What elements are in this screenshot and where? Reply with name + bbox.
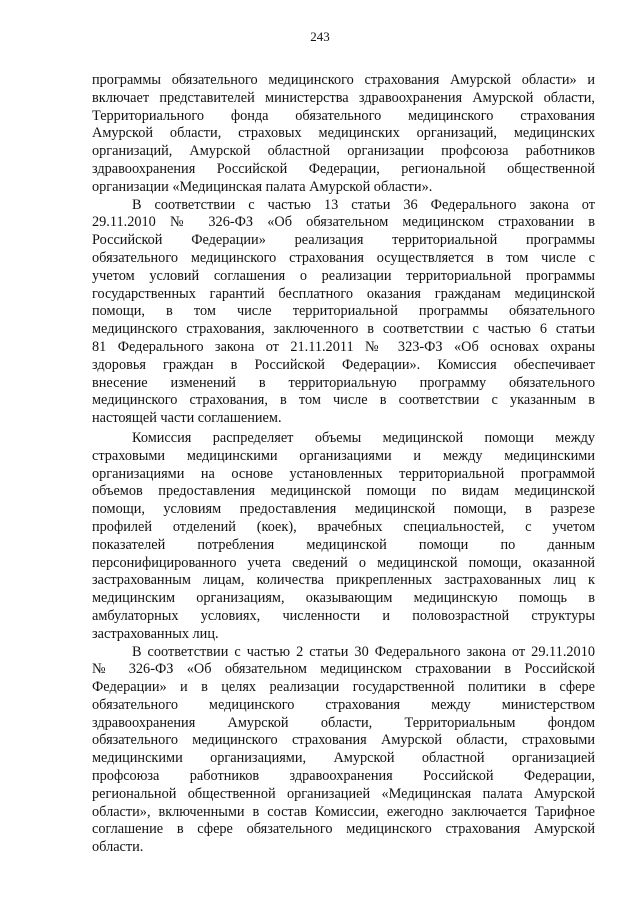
text-line: здоровья граждан в Российской Федерации». Комиссия обеспечивает bbox=[92, 356, 595, 373]
text-line: области», включенными в состав Комиссии, ежегодно заключается Тарифное bbox=[92, 803, 595, 820]
text-line: № 326-ФЗ «Об обязательном медицинском страховании в Российской bbox=[92, 661, 595, 678]
text-line: обязательного медицинского страхования Амурской области, страховыми bbox=[92, 732, 595, 749]
text-line: учетом условий соглашения о реализации территориальной программы bbox=[92, 267, 595, 284]
text-line: Амурской области, страховых медицинских организаций, медицинских bbox=[92, 125, 595, 142]
text-line: Территориального фонда обязательного медицинского страхования bbox=[92, 107, 595, 124]
text-line: области. bbox=[92, 839, 144, 856]
text-line: помощи, в том числе территориальной программы обязательного bbox=[92, 303, 595, 320]
text-line: 29.11.2010 № 326-ФЗ «Об обязательном медицинском страховании в bbox=[92, 214, 595, 231]
text-line: персонифицированного учета сведений о медицинской помощи, оказанной bbox=[92, 554, 595, 571]
paragraph bbox=[92, 644, 595, 858]
page-number: 243 bbox=[310, 29, 330, 44]
paragraph bbox=[92, 430, 595, 644]
text-line: региональной общественной организацией «Медицинская палата Амурской bbox=[92, 785, 595, 802]
text-line: здравоохранения Амурской области, Территориальным фондом bbox=[92, 714, 595, 731]
text-line: включает представителей министерства здравоохранения Амурской области, bbox=[92, 89, 595, 106]
text-line: организации «Медицинская палата Амурской области». bbox=[92, 178, 433, 195]
text-line: застрахованным лицам, количества прикрепленных застрахованных лиц к bbox=[92, 572, 595, 589]
text-line: 81 Федерального закона от 21.11.2011 № 323-ФЗ «Об основах охраны bbox=[92, 338, 595, 355]
text-line: организаций, Амурской областной организации профсоюза работников bbox=[92, 143, 595, 160]
text-line: Российской Федерации» реализация территориальной программы bbox=[92, 232, 595, 249]
text-line: профилей отделений (коек), врачебных специальностей, с учетом bbox=[92, 518, 595, 535]
text-line: обязательного медицинского страхования между министерством bbox=[92, 696, 595, 713]
text-line: медицинского страхования, в том числе в соответствии с указанным в bbox=[92, 392, 595, 409]
text-line: профсоюза работников здравоохранения Российской Федерации, bbox=[92, 768, 595, 785]
text-line: застрахованных лиц. bbox=[92, 625, 219, 642]
text-line: настоящей части соглашением. bbox=[92, 410, 282, 427]
text-line: здравоохранения Российской Федерации, региональной общественной bbox=[92, 160, 595, 177]
text-line: медицинским организациям, оказывающим медицинскую помощь в bbox=[92, 590, 595, 607]
text-line: медицинского страхования, заключенного в соответствии с частью 6 статьи bbox=[92, 321, 595, 338]
text-line: внесение изменений в территориальную программу обязательного bbox=[92, 374, 595, 391]
text-line: соглашение в сфере обязательного медицинского страхования Амурской bbox=[92, 821, 595, 838]
document-body bbox=[92, 72, 595, 857]
text-line: обязательного медицинского страхования осуществляется в том числе с bbox=[92, 249, 595, 266]
text-line: Федерации» и в целях реализации государственной политики в сфере bbox=[92, 679, 595, 696]
text-line: показателей потребления медицинской помощи по данным bbox=[92, 536, 595, 553]
text-line: В соответствии с частью 2 статьи 30 Федерального закона от 29.11.2010 bbox=[132, 643, 595, 660]
text-line: страховыми медицинскими организациями и между медицинскими bbox=[92, 447, 595, 464]
paragraph bbox=[92, 197, 595, 428]
text-line: Комиссия распределяет объемы медицинской помощи между bbox=[132, 429, 595, 446]
text-line: государственных гарантий бесплатного оказания гражданам медицинской bbox=[92, 285, 595, 302]
text-line: В соответствии с частью 13 статьи 36 Федерального закона от bbox=[132, 196, 595, 213]
paragraph bbox=[92, 72, 595, 197]
text-line: помощи, условиям предоставления медицинской помощи, в разрезе bbox=[92, 501, 595, 518]
text-line: объемов предоставления медицинской помощи по видам медицинской bbox=[92, 483, 595, 500]
text-line: организациями на основе установленных территориальной программой bbox=[92, 465, 595, 482]
text-line: программы обязательного медицинского страхования Амурской области» и bbox=[92, 72, 595, 88]
text-line: амбулаторных условиях, численности и половозрастной структуры bbox=[92, 607, 595, 624]
text-line: медицинскими организациями, Амурской областной организацией bbox=[92, 750, 595, 767]
